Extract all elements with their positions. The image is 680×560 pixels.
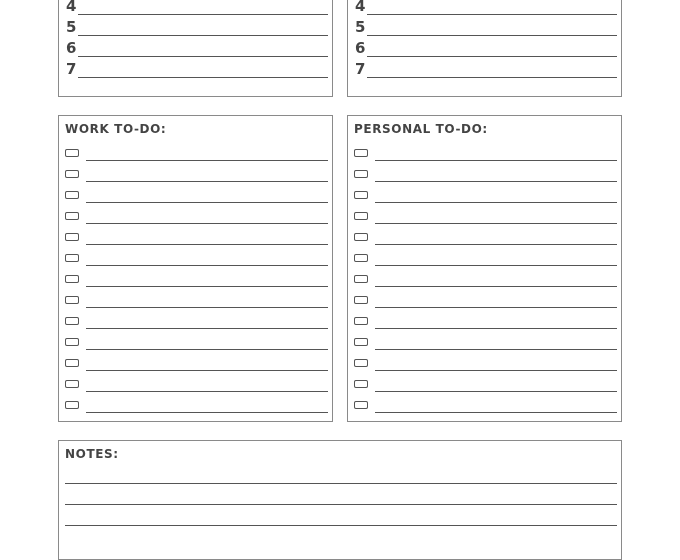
checkbox[interactable] <box>354 359 368 367</box>
todo-row <box>348 392 621 413</box>
checkbox[interactable] <box>65 212 79 220</box>
todo-row <box>348 350 621 371</box>
checkbox[interactable] <box>65 254 79 262</box>
todo-row <box>348 182 621 203</box>
checkbox[interactable] <box>354 212 368 220</box>
todo-row <box>59 350 332 371</box>
todo-row <box>348 224 621 245</box>
work-todo-title: WORK TO-DO: <box>65 122 167 136</box>
checkbox[interactable] <box>65 296 79 304</box>
todo-row <box>59 182 332 203</box>
checkbox[interactable] <box>65 317 79 325</box>
schedule-box-left <box>58 0 333 97</box>
todo-row <box>348 266 621 287</box>
notes-write-line[interactable] <box>65 504 617 505</box>
write-line[interactable] <box>78 77 328 78</box>
todo-row <box>59 161 332 182</box>
checkbox[interactable] <box>65 170 79 178</box>
work-todo-box <box>58 115 333 422</box>
schedule-row <box>59 15 332 36</box>
hour-number: 7 <box>66 60 77 78</box>
checkbox[interactable] <box>65 401 79 409</box>
checkbox[interactable] <box>354 170 368 178</box>
checkbox[interactable] <box>65 380 79 388</box>
todo-row <box>59 308 332 329</box>
hour-number: 6 <box>66 39 77 57</box>
checkbox[interactable] <box>354 296 368 304</box>
hour-number: 4 <box>355 0 366 15</box>
hour-number: 5 <box>355 18 366 36</box>
notes-write-line[interactable] <box>65 483 617 484</box>
checkbox[interactable] <box>354 401 368 409</box>
schedule-row <box>59 36 332 57</box>
todo-write-line[interactable] <box>375 412 617 413</box>
checkbox[interactable] <box>354 233 368 241</box>
todo-row <box>348 161 621 182</box>
checkbox[interactable] <box>354 275 368 283</box>
notes-write-line[interactable] <box>65 525 617 526</box>
schedule-row <box>348 36 621 57</box>
checkbox[interactable] <box>354 149 368 157</box>
notes-title: NOTES: <box>65 447 119 461</box>
todo-row <box>59 224 332 245</box>
todo-row <box>59 140 332 161</box>
todo-row <box>348 371 621 392</box>
todo-row <box>59 371 332 392</box>
todo-row <box>59 392 332 413</box>
todo-row <box>59 329 332 350</box>
notes-box <box>58 440 622 560</box>
schedule-row <box>348 15 621 36</box>
write-line[interactable] <box>367 77 617 78</box>
todo-row <box>59 245 332 266</box>
schedule-box-right <box>347 0 622 97</box>
todo-row <box>59 287 332 308</box>
checkbox[interactable] <box>65 275 79 283</box>
checkbox[interactable] <box>354 254 368 262</box>
checkbox[interactable] <box>354 380 368 388</box>
todo-row <box>348 287 621 308</box>
checkbox[interactable] <box>65 233 79 241</box>
todo-row <box>348 245 621 266</box>
todo-write-line[interactable] <box>86 412 328 413</box>
hour-number: 6 <box>355 39 366 57</box>
checkbox[interactable] <box>354 317 368 325</box>
checkbox[interactable] <box>65 359 79 367</box>
schedule-row <box>59 57 332 78</box>
checkbox[interactable] <box>65 149 79 157</box>
checkbox[interactable] <box>354 338 368 346</box>
checkbox[interactable] <box>65 191 79 199</box>
todo-row <box>59 203 332 224</box>
hour-number: 5 <box>66 18 77 36</box>
schedule-row <box>348 0 621 15</box>
checkbox[interactable] <box>354 191 368 199</box>
schedule-row <box>348 57 621 78</box>
todo-row <box>348 203 621 224</box>
checkbox[interactable] <box>65 338 79 346</box>
todo-row <box>348 329 621 350</box>
todo-row <box>348 308 621 329</box>
todo-row <box>59 266 332 287</box>
hour-number: 4 <box>66 0 77 15</box>
hour-number: 7 <box>355 60 366 78</box>
schedule-row <box>59 0 332 15</box>
todo-row <box>348 140 621 161</box>
personal-todo-title: PERSONAL TO-DO: <box>354 122 488 136</box>
personal-todo-box <box>347 115 622 422</box>
